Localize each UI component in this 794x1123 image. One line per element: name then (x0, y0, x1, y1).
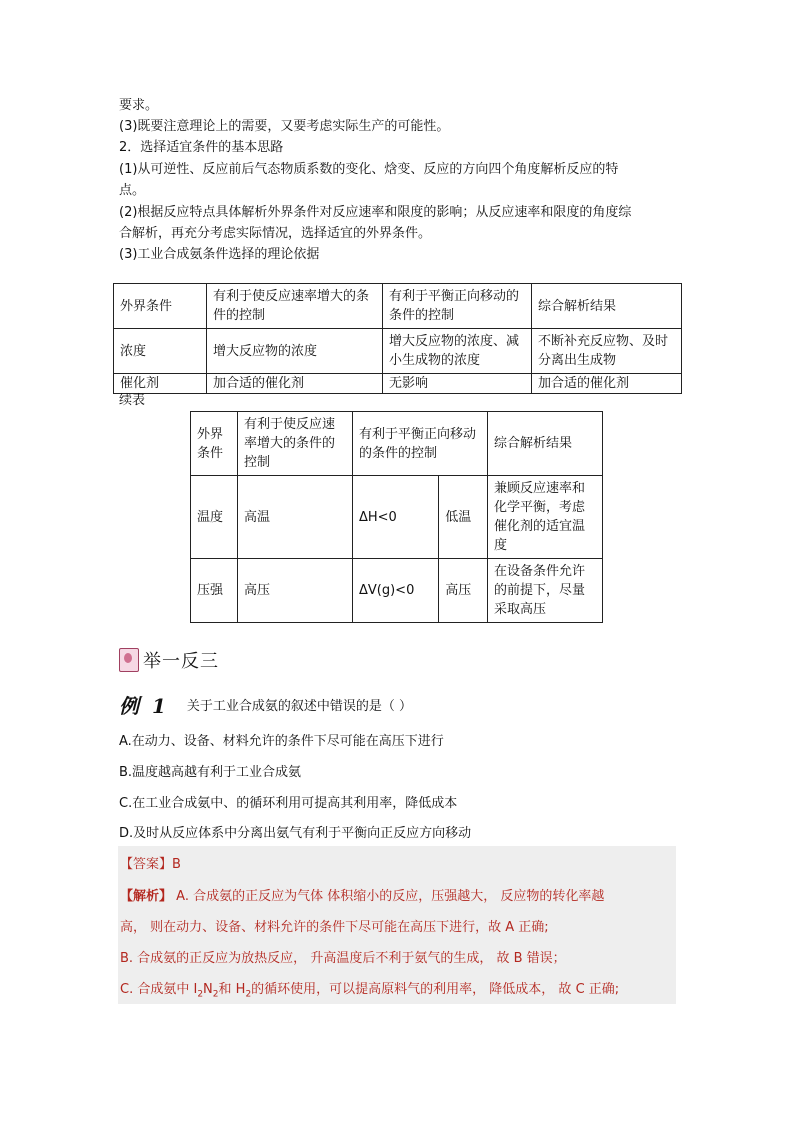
option-c: C.在工业合成氨中、的循环利用可提高其利用率，降低成本 (119, 796, 458, 811)
table-cell: 催化剂 (114, 374, 207, 394)
option-a: A.在动力、设备、材料允许的条件下尽可能在高压下进行 (119, 734, 444, 749)
subscript: 2 (245, 989, 252, 1000)
text-line: (1)从可逆性、反应前后气态物质系数的变化、焓变、反应的方向四个角度解析反应的特 (119, 162, 619, 177)
table-header-cell: 综合解析结果 (488, 412, 603, 476)
text-line: (3)工业合成氨条件选择的理论依据 (119, 247, 320, 262)
table-header-cell: 外界条件 (114, 284, 207, 329)
table-row (114, 374, 682, 394)
table-header-cell: 有利于平衡正向移动的条件的控制 (353, 412, 488, 476)
text-line: (2)根据反应特点具体解析外界条件对反应速率和限度的影响；从反应速率和限度的角度综 (119, 205, 632, 220)
analysis-line: 高， 则在动力、设备、材料允许的条件下尽可能在高压下进行，故 A 正确; (120, 920, 549, 935)
table-cell: 兼顾反应速率和化学平衡，考虑催化剂的适宜温度 (488, 476, 603, 559)
table-cell: 增大反应物的浓度 (207, 329, 383, 374)
option-d: D.及时从反应体系中分离出氨气有利于平衡向正反应方向移动 (119, 826, 472, 841)
table-row (114, 329, 682, 374)
table-cell: 加合适的催化剂 (207, 374, 383, 394)
analysis-text: A. 合成氨的正反应为气体 体积缩小的反应，压强越大， 反应物的转化率越 (172, 889, 605, 904)
example-label: 例 1 (119, 694, 169, 718)
text-line: 合解析，再充分考虑实际情况，选择适宜的外界条件。 (119, 226, 432, 241)
section-title: 举一反三 (143, 651, 219, 672)
analysis-line (120, 978, 619, 1000)
subscript: 2 (212, 989, 219, 1000)
table-cell: 不断补充反应物、及时分离出生成物 (532, 329, 682, 374)
text-line: 2．选择适宜条件的基本思路 (119, 140, 284, 155)
table-cell: ΔH<0 (353, 476, 439, 559)
analysis-text: N (203, 982, 213, 997)
continued-label: 续表 (119, 393, 146, 408)
table-header-cell: 有利于使反应速率增大的条件的控制 (207, 284, 383, 329)
table-cell: 高压 (439, 559, 488, 623)
table-row (191, 559, 603, 623)
answer-label: 【答案】B (120, 857, 181, 872)
analysis-text: 的循环使用，可以提高原料气的利用率， 降低成本， 故 C 正确; (251, 982, 620, 997)
table-cell: 低温 (439, 476, 488, 559)
table-cell: 浓度 (114, 329, 207, 374)
section-heading (119, 647, 219, 673)
analysis-text: 和 H (218, 982, 246, 997)
question-text: 关于工业合成氨的叙述中错误的是（ ） (186, 699, 413, 714)
table-cell: 加合适的催化剂 (532, 374, 682, 394)
table-header-cell: 有利于平衡正向移动的条件的控制 (383, 284, 532, 329)
table-cell: 压强 (191, 559, 238, 623)
conditions-table (113, 283, 682, 394)
table-header-row (114, 284, 682, 329)
option-b: B.温度越高越有利于工业合成氨 (119, 765, 302, 780)
text-line: (3)既要注意理论上的需要，又要考虑实际生产的可能性。 (119, 119, 450, 134)
table-cell: 温度 (191, 476, 238, 559)
analysis-label: 【解析】 (120, 889, 173, 904)
analysis-line: B. 合成氨的正反应为放热反应， 升高温度后不利于氨气的生成， 故 B 错误； (120, 951, 566, 966)
text-line: 点。 (119, 183, 146, 198)
analysis-line (120, 885, 604, 904)
table-cell: ΔV(g)<0 (353, 559, 439, 623)
subscript: 2 (197, 989, 204, 1000)
table-cell: 在设备条件允许的前提下，尽量采取高压 (488, 559, 603, 623)
conditions-table-continued (190, 411, 603, 623)
table-header-cell: 有利于使反应速率增大的条件的控制 (238, 412, 353, 476)
example-question (119, 690, 412, 719)
analysis-text: C. 合成氨中 I (120, 982, 198, 997)
table-header-cell: 综合解析结果 (532, 284, 682, 329)
text-line: 要求。 (119, 98, 159, 113)
book-icon (119, 648, 139, 672)
table-cell: 高温 (238, 476, 353, 559)
table-cell: 无影响 (383, 374, 532, 394)
table-row (191, 476, 603, 559)
table-cell: 增大反应物的浓度、减小生成物的浓度 (383, 329, 532, 374)
table-header-cell: 外界条件 (191, 412, 238, 476)
table-cell: 高压 (238, 559, 353, 623)
table-header-row (191, 412, 603, 476)
